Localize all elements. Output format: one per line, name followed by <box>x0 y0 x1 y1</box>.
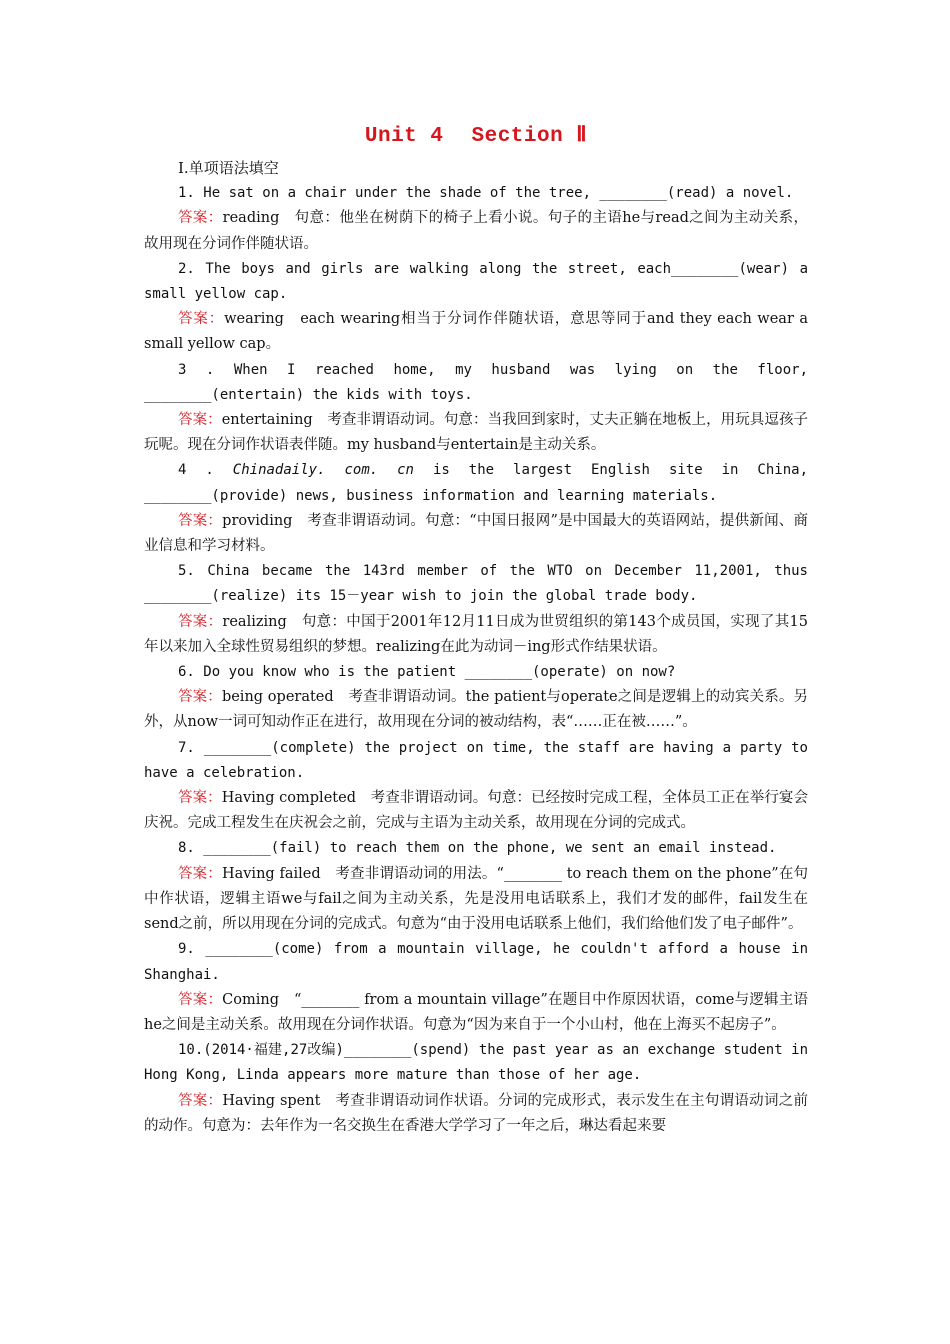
question-7: 7. ________(complete) the project on time, the staff are having a party to have a celebration. <box>144 739 808 781</box>
answer-text: wearing each wearing相当于分词作伴随状语，意思等同于and they each wear a small yellow cap。 <box>144 311 808 353</box>
section-heading: Ⅰ.单项语法填空 <box>178 159 279 177</box>
answer-label: 答案： <box>178 412 222 429</box>
answer-5 <box>144 610 808 660</box>
answer-label: 答案： <box>178 210 223 227</box>
question-text: is the largest English site in China, ________(provide) news, business information and learning materials. <box>144 462 808 504</box>
title-unit: Unit 4 <box>364 125 444 148</box>
answer-2 <box>144 307 808 357</box>
answer-6 <box>144 685 808 735</box>
answer-1 <box>144 206 808 256</box>
document-page <box>144 120 808 1139</box>
answer-9 <box>144 988 808 1038</box>
answer-label: 答案： <box>178 1092 223 1109</box>
answer-label: 答案： <box>178 865 222 882</box>
question-9: 9. ________(come) from a mountain village, he couldn't afford a house in Shanghai. <box>144 941 808 983</box>
answer-text: Having failed 考查非谓语动词的用法。“________ to reach them on the phone”在句中作状语，逻辑主语we与fail之间为主动关系，先是没用电话联系上，我们才发的邮件，fail发生在send之前，所以用现在分词的完成式。句意为“由于没用电话联系上他们，我们给他们发了电子邮件”。 <box>144 865 808 933</box>
question-8: 8. ________(fail) to reach them on the phone, we sent an email instead. <box>178 840 777 857</box>
question-2: 2. The boys and girls are walking along the street, each________(wear) a small yellow cap. <box>144 260 808 303</box>
answer-4 <box>144 509 808 559</box>
answer-text: realizing 句意：中国于2001年12月11日成为世贸组织的第143个成员国，实现了其15年以来加入全球性贸易组织的梦想。realizing在此为动词－ing形式作结果状语。 <box>144 613 808 655</box>
website-name: Chinadaily. com. cn <box>232 462 414 479</box>
question-3: 3 . When I reached home, my husband was lying on the floor, ________(entertain) the kids with toys. <box>144 361 808 403</box>
answer-7 <box>144 786 808 836</box>
question-10: 10.(2014·福建,27改编)________(spend) the past year as an exchange student in Hong Kong, Linda appears more mature than those of her age. <box>144 1042 808 1084</box>
answer-label: 答案： <box>178 512 223 529</box>
answer-text: Having completed 考查非谓语动词。句意：已经按时完成工程，全体员工正在举行宴会庆祝。完成工程发生在庆祝会之前，完成与主语为主动关系，故用现在分词的完成式。 <box>144 790 809 832</box>
question-6: 6. Do you know who is the patient ________(operate) on now? <box>178 664 676 681</box>
question-4 <box>144 458 808 508</box>
title-section: Section Ⅱ <box>471 125 588 148</box>
answer-label: 答案： <box>178 689 222 706</box>
answer-label: 答案： <box>178 613 223 630</box>
answer-text: Coming “________ from a mountain village”在题目中作原因状语，come与逻辑主语he之间是主动关系。故用现在分词作状语。句意为“因为来自于一个小山村，他在上海买不起房子”。 <box>144 991 808 1033</box>
answer-label: 答案： <box>178 991 223 1008</box>
answer-text: providing 考查非谓语动词。句意：“中国日报网”是中国最大的英语网站，提供新闻、商业信息和学习材料。 <box>144 512 809 555</box>
answer-10 <box>144 1089 808 1139</box>
answer-text: Having spent 考查非谓语动词作状语。分词的完成形式，表示发生在主句谓语动词之前的动作。句意为：去年作为一名交换生在香港大学学习了一年之后，琳达看起来要 <box>144 1092 808 1134</box>
answer-8 <box>144 862 808 938</box>
answer-text: reading 句意：他坐在树荫下的椅子上看小说。句子的主语he与read之间为主动关系，故用现在分词作伴随状语。 <box>144 210 808 252</box>
answer-text: entertaining 考查非谓语动词。句意：当我回到家时，丈夫正躺在地板上，用玩具逗孩子玩呢。现在分词作状语表伴随。my husband与entertain是主动关系。 <box>144 412 809 454</box>
question-5: 5. China became the 143rd member of the WTO on December 11,2001, thus ________(realize) its 15－year wish to join the global trade body. <box>144 563 808 605</box>
question-1: 1. He sat on a chair under the shade of the tree, ________(read) a novel. <box>178 185 794 202</box>
answer-text: being operated 考查非谓语动词。the patient与operate之间是逻辑上的动宾关系。另外，从now一词可知动作正在进行，故用现在分词的被动结构，表“……正在被……”。 <box>144 689 808 731</box>
page-title <box>144 120 808 154</box>
answer-label: 答案： <box>178 790 222 807</box>
answer-label: 答案： <box>178 311 225 328</box>
answer-3 <box>144 408 808 458</box>
question-number: 4 . <box>178 462 233 479</box>
